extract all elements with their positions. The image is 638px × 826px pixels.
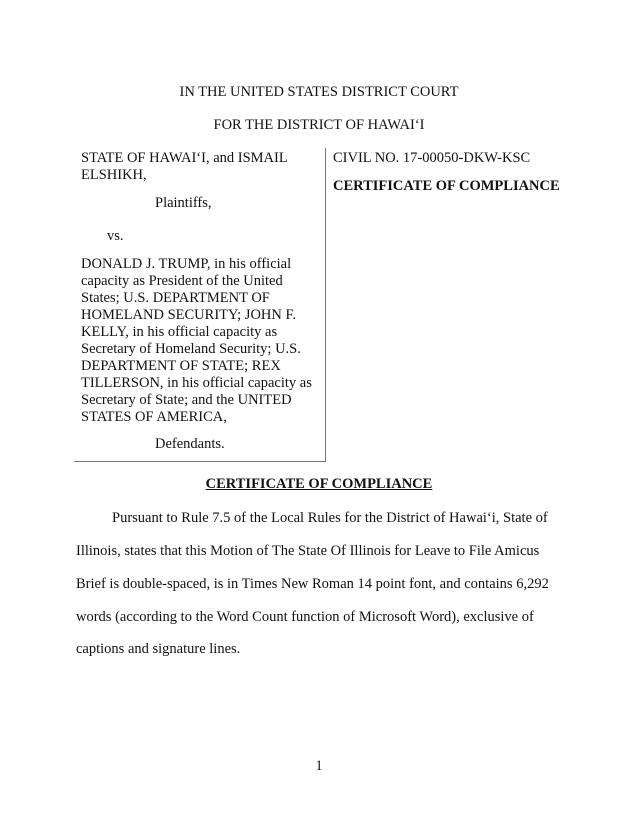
caption-horizontal-rule	[74, 461, 326, 462]
defendants-line: TILLERSON, in his official capacity as	[81, 375, 312, 391]
body-line: Brief is double-spaced, is in Times New Roman 14 point font, and contains 6,292	[76, 576, 549, 592]
section-heading	[0, 476, 638, 493]
plaintiffs-label: Plaintiffs,	[155, 195, 212, 211]
defendants-line: States; U.S. DEPARTMENT OF	[81, 290, 270, 306]
defendants-line: Secretary of Homeland Security; U.S.	[81, 341, 301, 357]
court-name: IN THE UNITED STATES DISTRICT COURT	[179, 84, 459, 100]
versus-label: vs.	[107, 228, 124, 244]
defendants-line: HOMELAND SECURITY; JOHN F.	[81, 307, 297, 323]
case-number: CIVIL NO. 17-00050-DKW-KSC	[333, 150, 531, 166]
caption-vertical-rule	[325, 148, 326, 462]
body-line: words (according to the Word Count function of Microsoft Word), exclusive of	[76, 609, 534, 625]
page-number: 1	[315, 758, 323, 774]
defendants-line: KELLY, in his official capacity as	[81, 324, 278, 340]
defendants-line: Secretary of State; and the UNITED	[81, 392, 292, 408]
defendants-line: DONALD J. TRUMP, in his official	[81, 256, 292, 272]
body-line: Illinois, states that this Motion of The State Of Illinois for Leave to File Amicus	[76, 543, 540, 559]
plaintiffs-line: ELSHIKH,	[81, 167, 147, 183]
section-heading-text: CERTIFICATE OF COMPLIANCE	[205, 476, 433, 492]
defendants-label: Defendants.	[155, 436, 225, 452]
court-district: FOR THE DISTRICT OF HAWAI‘I	[213, 117, 425, 133]
document-title: CERTIFICATE OF COMPLIANCE	[333, 178, 560, 194]
defendants-line: capacity as President of the United	[81, 273, 283, 289]
plaintiffs-line: STATE OF HAWAI‘I, and ISMAIL	[81, 150, 288, 166]
body-line: Pursuant to Rule 7.5 of the Local Rules for the District of Hawai‘i, State of	[112, 510, 548, 526]
defendants-line: STATES OF AMERICA,	[81, 409, 227, 425]
caption-parties	[81, 150, 326, 458]
body-line: captions and signature lines.	[76, 641, 241, 657]
defendants-line: DEPARTMENT OF STATE; REX	[81, 358, 281, 374]
